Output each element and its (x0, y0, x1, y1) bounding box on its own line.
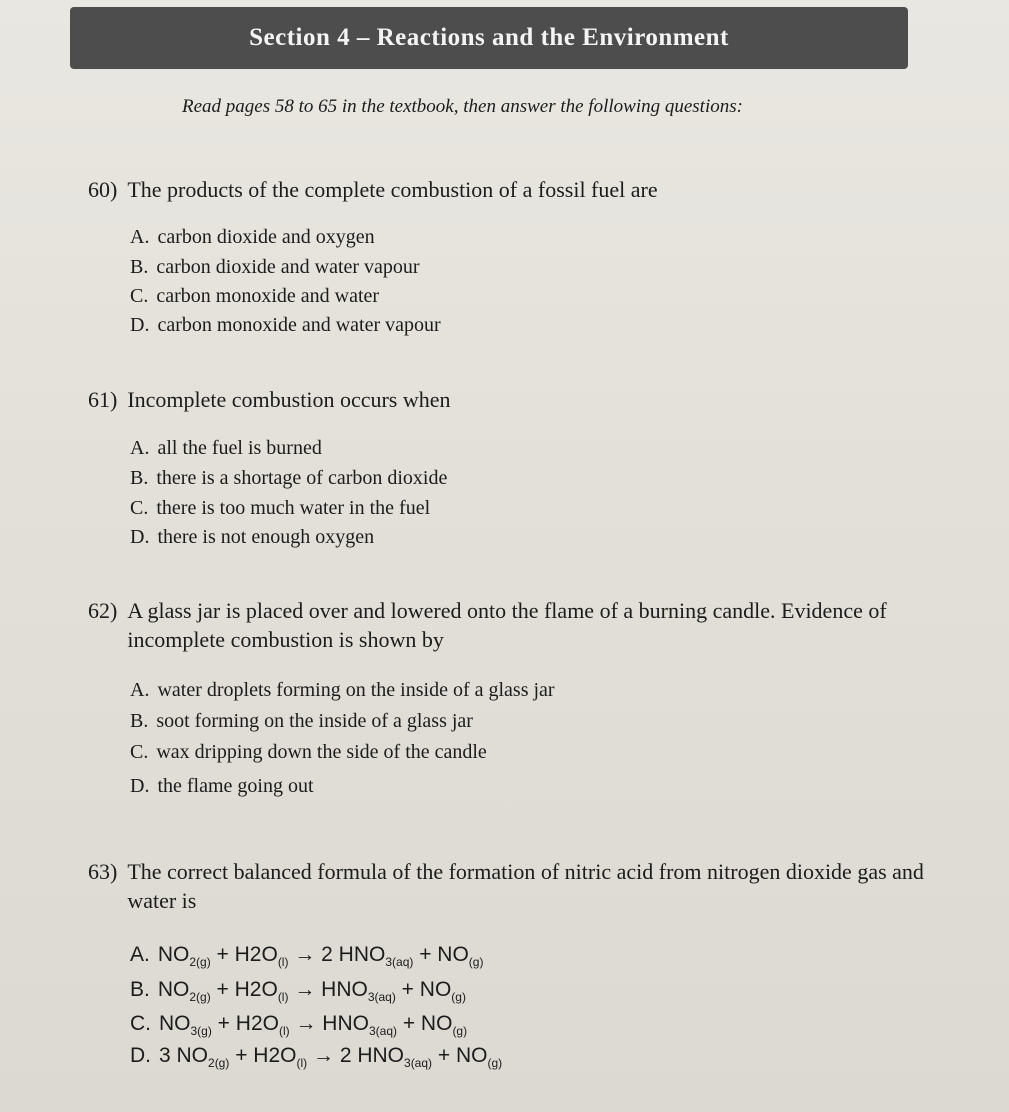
option-letter: B. (130, 978, 150, 1001)
option-equation: $NO_{2(g)} + H2O_{(l)} \to 2$ $HNO_{3(aq)} + NO_{(g)}$ (157, 943, 484, 970)
section-banner (70, 7, 908, 69)
option-text: all the fuel is burned (157, 437, 322, 459)
option-equation: $NO_{2(g)} + H2O_{(l)} \to HNO_{3(aq)} + NO_{(g)}$ (157, 978, 466, 1005)
option-letter: B. (130, 467, 149, 489)
question-number: 62) (88, 598, 118, 623)
question-60 (88, 175, 658, 204)
question-number: 60) (88, 177, 118, 202)
option-letter: C. (130, 497, 149, 519)
option-letter: B. (130, 256, 149, 278)
q60-option-d[interactable] (130, 314, 441, 337)
section-title: Section 4 – Reactions and the Environment (249, 24, 729, 51)
option-text: there is too much water in the fuel (156, 497, 431, 519)
option-letter: A. (130, 226, 150, 248)
option-letter: A. (130, 679, 150, 701)
option-letter: D. (130, 314, 150, 336)
option-equation: $NO_{3(g)} + H2O_{(l)} \to HNO_{3(aq)} + NO_{(g)}$ (159, 1012, 468, 1039)
question-text: The correct balanced formula of the formation of nitric acid from nitrogen dioxide gas and water is (127, 859, 924, 913)
option-letter: B. (130, 710, 149, 732)
question-number: 61) (88, 387, 118, 412)
q60-option-a[interactable] (130, 226, 375, 249)
q62-option-d[interactable] (130, 775, 314, 798)
option-text: wax dripping down the side of the candle (156, 741, 487, 763)
q62-option-a[interactable] (130, 679, 555, 702)
q61-option-b[interactable] (130, 467, 447, 490)
option-letter: D. (130, 526, 150, 548)
option-text: there is not enough oxygen (157, 526, 375, 548)
question-text: A glass jar is placed over and lowered onto the flame of a burning candle. Evidence of incomplete combustion is shown by (127, 598, 887, 652)
option-letter: A. (130, 437, 150, 459)
option-text: carbon dioxide and oxygen (157, 226, 375, 248)
q61-option-c[interactable] (130, 497, 430, 520)
option-letter: D. (130, 775, 150, 797)
question-text: Incomplete combustion occurs when (127, 387, 451, 412)
option-text: carbon monoxide and water (156, 285, 380, 307)
q63-option-b[interactable] (130, 978, 466, 1004)
option-letter: C. (130, 285, 149, 307)
option-text: there is a shortage of carbon dioxide (156, 467, 448, 489)
instructions: Read pages 58 to 65 in the textbook, then answer the following questions: (182, 96, 743, 117)
q61-option-d[interactable] (130, 526, 374, 549)
option-letter: C. (130, 1012, 151, 1035)
option-text: soot forming on the inside of a glass jar (156, 710, 473, 732)
q63-option-c[interactable] (130, 1012, 467, 1038)
question-61 (88, 385, 451, 414)
q60-option-c[interactable] (130, 285, 379, 308)
q62-option-b[interactable] (130, 710, 473, 733)
q63-option-d[interactable] (130, 1044, 502, 1070)
q62-option-c[interactable] (130, 741, 487, 764)
option-text: water droplets forming on the inside of a glass jar (157, 679, 555, 701)
option-letter: A. (130, 943, 150, 966)
option-text: carbon dioxide and water vapour (156, 256, 420, 278)
question-number: 63) (88, 859, 118, 884)
option-equation: 3 $NO_{2(g)} + H2O_{(l)} \to 2$ $HNO_{3(aq)} + NO_{(g)}$ (159, 1044, 503, 1071)
question-62 (88, 596, 948, 654)
q63-option-a[interactable] (130, 943, 483, 969)
q61-option-a[interactable] (130, 437, 322, 460)
option-letter: C. (130, 741, 149, 763)
question-63 (88, 857, 948, 915)
option-text: carbon monoxide and water vapour (157, 314, 441, 336)
q60-option-b[interactable] (130, 256, 420, 279)
question-text: The products of the complete combustion of a fossil fuel are (127, 177, 658, 202)
option-text: the flame going out (157, 775, 314, 797)
option-letter: D. (130, 1044, 151, 1067)
